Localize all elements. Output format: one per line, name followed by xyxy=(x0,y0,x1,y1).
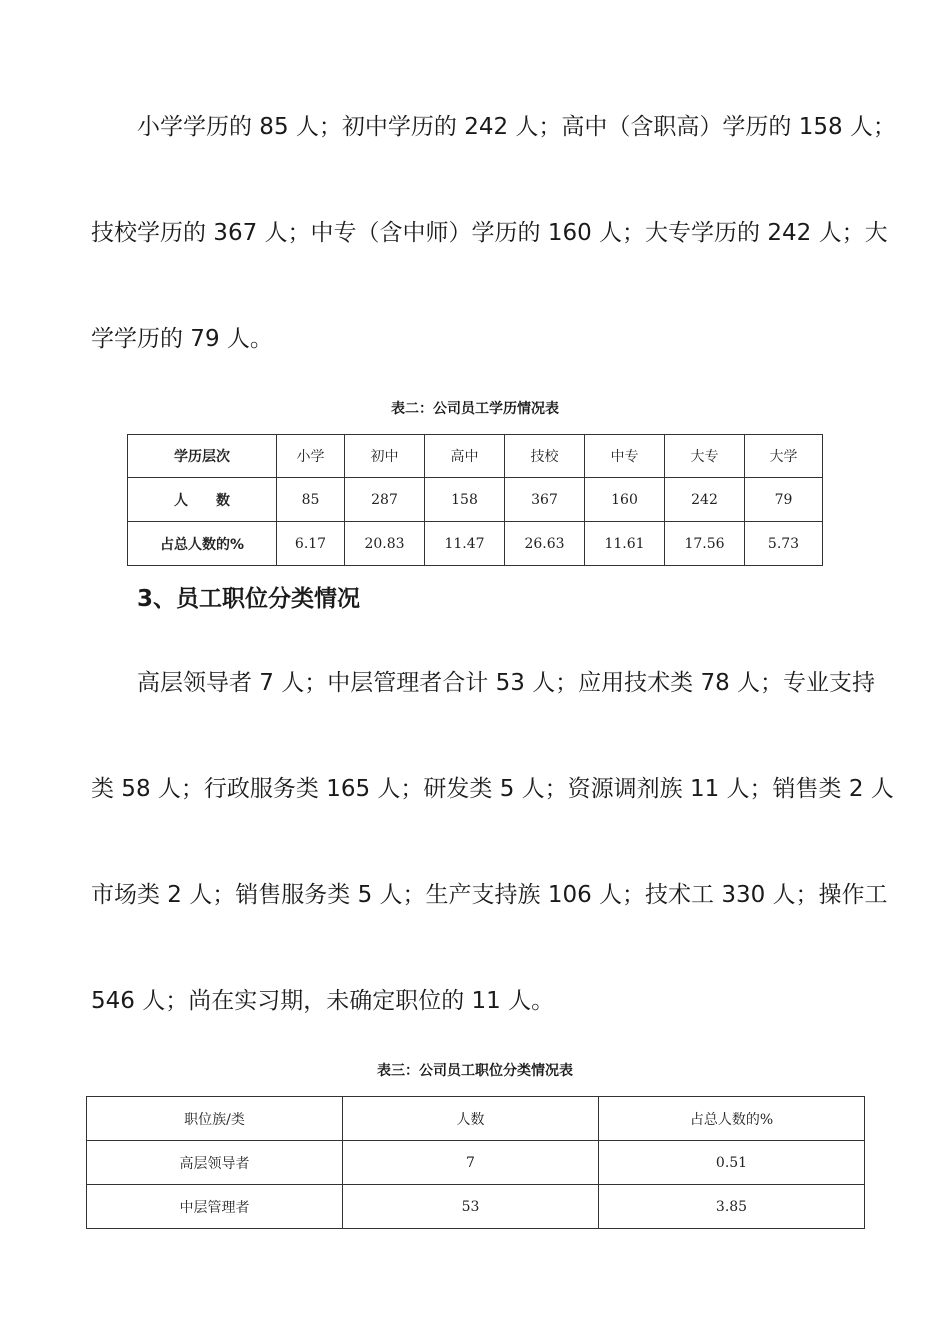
table-cell: 11.47 xyxy=(425,522,505,566)
table-cell: 53 xyxy=(343,1185,599,1229)
table-cell: 人 数 xyxy=(128,478,277,522)
table-cell: 小学 xyxy=(277,435,345,478)
table-cell: 大专 xyxy=(665,435,745,478)
table-row xyxy=(128,522,823,566)
table-row xyxy=(87,1185,865,1229)
table-cell: 79 xyxy=(745,478,823,522)
table-header-cell: 人数 xyxy=(343,1097,599,1141)
paragraph-line: 546 人；尚在实习期，未确定职位的 11 人。 xyxy=(91,988,555,1014)
table-row xyxy=(128,435,823,478)
table-header-cell: 占总人数的% xyxy=(599,1097,865,1141)
table-cell: 高中 xyxy=(425,435,505,478)
table-cell: 技校 xyxy=(505,435,585,478)
table-cell: 6.17 xyxy=(277,522,345,566)
table-row xyxy=(87,1097,865,1141)
paragraph-line: 学学历的 79 人。 xyxy=(91,326,273,352)
table-cell: 3.85 xyxy=(599,1185,865,1229)
table-cell: 7 xyxy=(343,1141,599,1185)
table-cell: 占总人数的% xyxy=(128,522,277,566)
paragraph-line: 高层领导者 7 人；中层管理者合计 53 人；应用技术类 78 人；专业支持 xyxy=(137,670,876,696)
table-cell: 高层领导者 xyxy=(87,1141,343,1185)
table-row xyxy=(128,478,823,522)
paragraph-line: 类 58 人；行政服务类 165 人；研发类 5 人；资源调剂族 11 人；销售类 2 人 xyxy=(91,776,894,802)
section-heading: 3、员工职位分类情况 xyxy=(137,586,361,612)
table-cell: 160 xyxy=(585,478,665,522)
table-header-cell: 职位族/类 xyxy=(87,1097,343,1141)
table-cell: 中专 xyxy=(585,435,665,478)
paragraph-line: 小学学历的 85 人；初中学历的 242 人；高中（含职高）学历的 158 人； xyxy=(137,114,896,140)
table-cell: 学历层次 xyxy=(128,435,277,478)
paragraph-line: 市场类 2 人；销售服务类 5 人；生产支持族 106 人；技术工 330 人；操作工 xyxy=(91,882,888,908)
paragraph-line: 技校学历的 367 人；中专（含中师）学历的 160 人；大专学历的 242 人；大 xyxy=(91,220,888,246)
table-cell: 11.61 xyxy=(585,522,665,566)
table-cell: 20.83 xyxy=(345,522,425,566)
table-cell: 17.56 xyxy=(665,522,745,566)
table-row xyxy=(87,1141,865,1185)
table-cell: 367 xyxy=(505,478,585,522)
table-cell: 大学 xyxy=(745,435,823,478)
table-cell: 158 xyxy=(425,478,505,522)
table-cell: 初中 xyxy=(345,435,425,478)
table-cell: 287 xyxy=(345,478,425,522)
education-table xyxy=(127,434,823,566)
table-cell: 26.63 xyxy=(505,522,585,566)
table-cell: 中层管理者 xyxy=(87,1185,343,1229)
table-caption: 表三：公司员工职位分类情况表 xyxy=(377,1063,573,1079)
table-cell: 242 xyxy=(665,478,745,522)
table-cell: 85 xyxy=(277,478,345,522)
table-caption: 表二：公司员工学历情况表 xyxy=(391,401,559,417)
table-cell: 5.73 xyxy=(745,522,823,566)
table-cell: 0.51 xyxy=(599,1141,865,1185)
position-table xyxy=(86,1096,865,1229)
